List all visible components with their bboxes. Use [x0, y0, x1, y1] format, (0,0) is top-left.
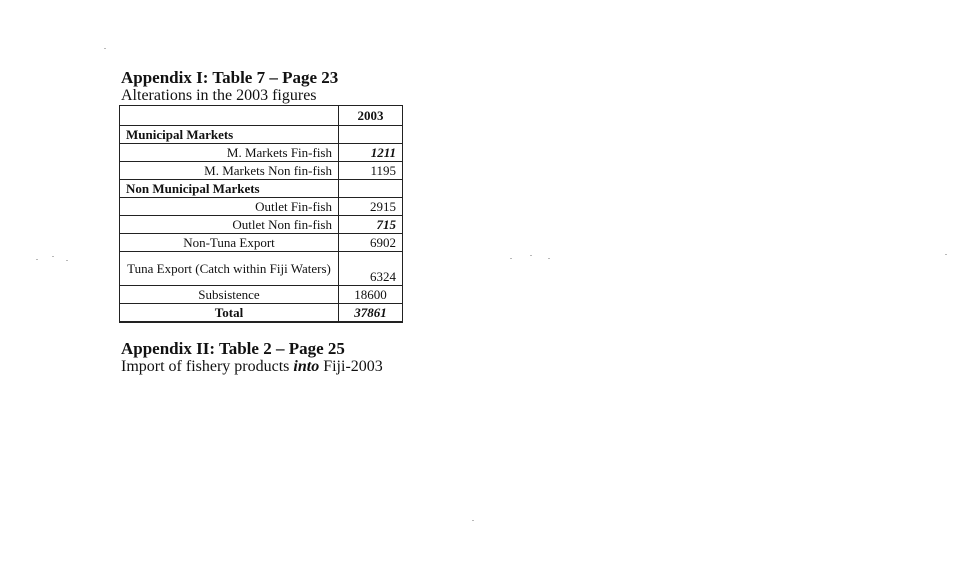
year-header: 2003	[339, 106, 403, 126]
row-label: Outlet Non fin-fish	[120, 216, 339, 234]
table-header-row	[120, 106, 403, 126]
subtitle-text-end: Fiji-2003	[319, 358, 383, 375]
total-row	[120, 304, 403, 323]
table-row	[120, 144, 403, 162]
scan-speck	[472, 520, 474, 521]
scan-speck	[66, 260, 68, 261]
appendix-1-subtitle: Alterations in the 2003 figures	[121, 87, 317, 104]
appendix-1-heading: Appendix I: Table 7 – Page 23	[121, 68, 339, 87]
table-row	[120, 286, 403, 304]
appendix-2-subtitle	[121, 358, 383, 376]
table-row	[120, 216, 403, 234]
row-label: Tuna Export (Catch within Fiji Waters)	[120, 252, 339, 286]
scan-speck	[530, 255, 532, 256]
row-value: 18600	[339, 286, 403, 304]
row-value: 1195	[339, 162, 403, 180]
row-value: 6902	[339, 234, 403, 252]
empty-cell	[339, 180, 403, 198]
section-row	[120, 180, 403, 198]
row-label: Outlet Fin-fish	[120, 198, 339, 216]
subtitle-text-start: Import of fishery products	[121, 358, 294, 375]
row-value: 715	[339, 216, 403, 234]
total-value: 37861	[339, 304, 403, 323]
table-row	[120, 252, 403, 286]
alterations-table	[119, 105, 403, 323]
row-value: 1211	[339, 144, 403, 162]
total-label: Total	[120, 304, 339, 323]
table-row	[120, 234, 403, 252]
section-non-municipal-markets: Non Municipal Markets	[120, 180, 339, 198]
row-label: M. Markets Non fin-fish	[120, 162, 339, 180]
empty-cell	[339, 126, 403, 144]
scan-speck	[510, 258, 512, 259]
scan-speck	[945, 254, 947, 255]
header-blank-cell	[120, 106, 339, 126]
appendix-2-heading: Appendix II: Table 2 – Page 25	[121, 339, 345, 358]
section-row	[120, 126, 403, 144]
scan-speck	[104, 48, 106, 49]
scan-speck	[36, 259, 38, 260]
section-municipal-markets: Municipal Markets	[120, 126, 339, 144]
row-label: Non-Tuna Export	[120, 234, 339, 252]
scan-speck	[52, 256, 54, 257]
row-value: 6324	[339, 252, 403, 286]
table-row	[120, 198, 403, 216]
subtitle-emphasis: into	[293, 358, 320, 375]
row-value: 2915	[339, 198, 403, 216]
row-label: M. Markets Fin-fish	[120, 144, 339, 162]
table-row	[120, 162, 403, 180]
scan-speck	[548, 258, 550, 259]
row-label: Subsistence	[120, 286, 339, 304]
